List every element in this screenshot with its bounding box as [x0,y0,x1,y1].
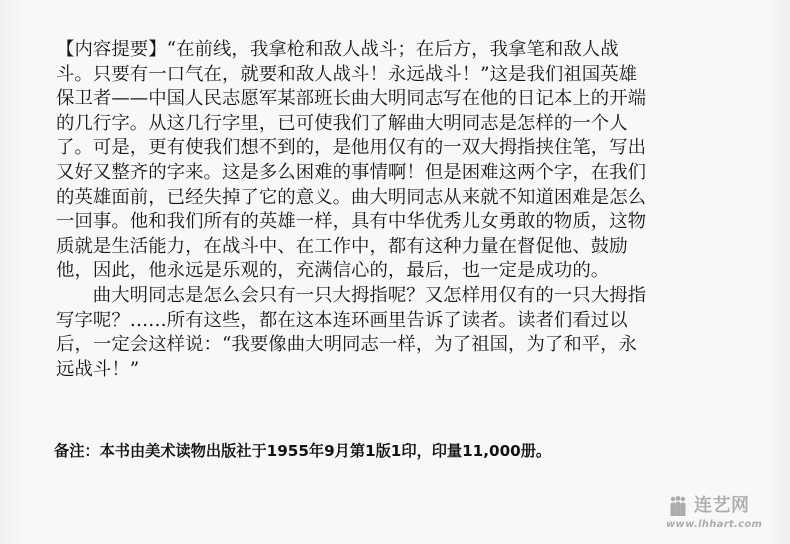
site-watermark [666,494,778,536]
publication-note: 备注：本书由美术读物出版社于1955年9月第1版1印，印量11,000册。 [54,442,552,460]
summary-line-9: 质就是生活能力，在战斗中、在工作中，都有这种力量在督促他、鼓励 [56,235,628,257]
watermark-site-name: 连艺网 [694,495,750,516]
content-summary [56,38,688,382]
summary-paragraph [56,38,688,284]
closing-line-3: 后，一定会这样说：“我要像曲大明同志一样，为了祖国，为了和平，永 [56,334,638,356]
closing-line-4: 远战斗！” [56,358,140,380]
summary-line-10: 他，因此，他永远是乐观的，充满信心的，最后，也一定是成功的。 [56,260,610,282]
summary-line-3: 保卫者——中国人民志愿军某部班长曲大明同志写在他的日记本上的开端 [56,88,647,110]
summary-line-1: 【内容提要】“在前线，我拿枪和敌人战斗；在后方，我拿笔和敌人战 [56,39,619,60]
summary-line-4: 的几行字。从这几行字里，已可使我们了解曲大明同志是怎样的一个人 [56,112,628,134]
summary-line-2: 斗。只要有一口气在，就要和敌人战斗！永远战斗！”这是我们祖国英雄 [56,63,638,85]
watermark-logo-row [666,494,778,518]
people-logo-icon [666,494,690,518]
summary-line-7: 的英雄面前，已经失掉了它的意义。曲大明同志从来就不知道困难是怎么 [56,186,647,208]
closing-paragraph [56,284,688,382]
watermark-url: www.lhhart.com [666,519,763,530]
closing-line-2: 写字呢？……所有这些，都在这本连环画里告诉了读者。读者们看过以 [56,309,628,331]
closing-line-1: 曲大明同志是怎么会只有一只大拇指呢？又怎样用仅有的一只大拇指 [92,284,647,306]
summary-line-6: 又好又整齐的字来。这是多么困难的事情啊！但是困难这两个字，在我们 [56,161,647,183]
summary-line-8: 一回事。他和我们所有的英雄一样，具有中华优秀儿女勇敢的物质，这物 [56,211,647,233]
summary-line-5: 了。可是，更有使我们想不到的，是他用仅有的一双大拇指挟住笔，写出 [56,137,647,159]
